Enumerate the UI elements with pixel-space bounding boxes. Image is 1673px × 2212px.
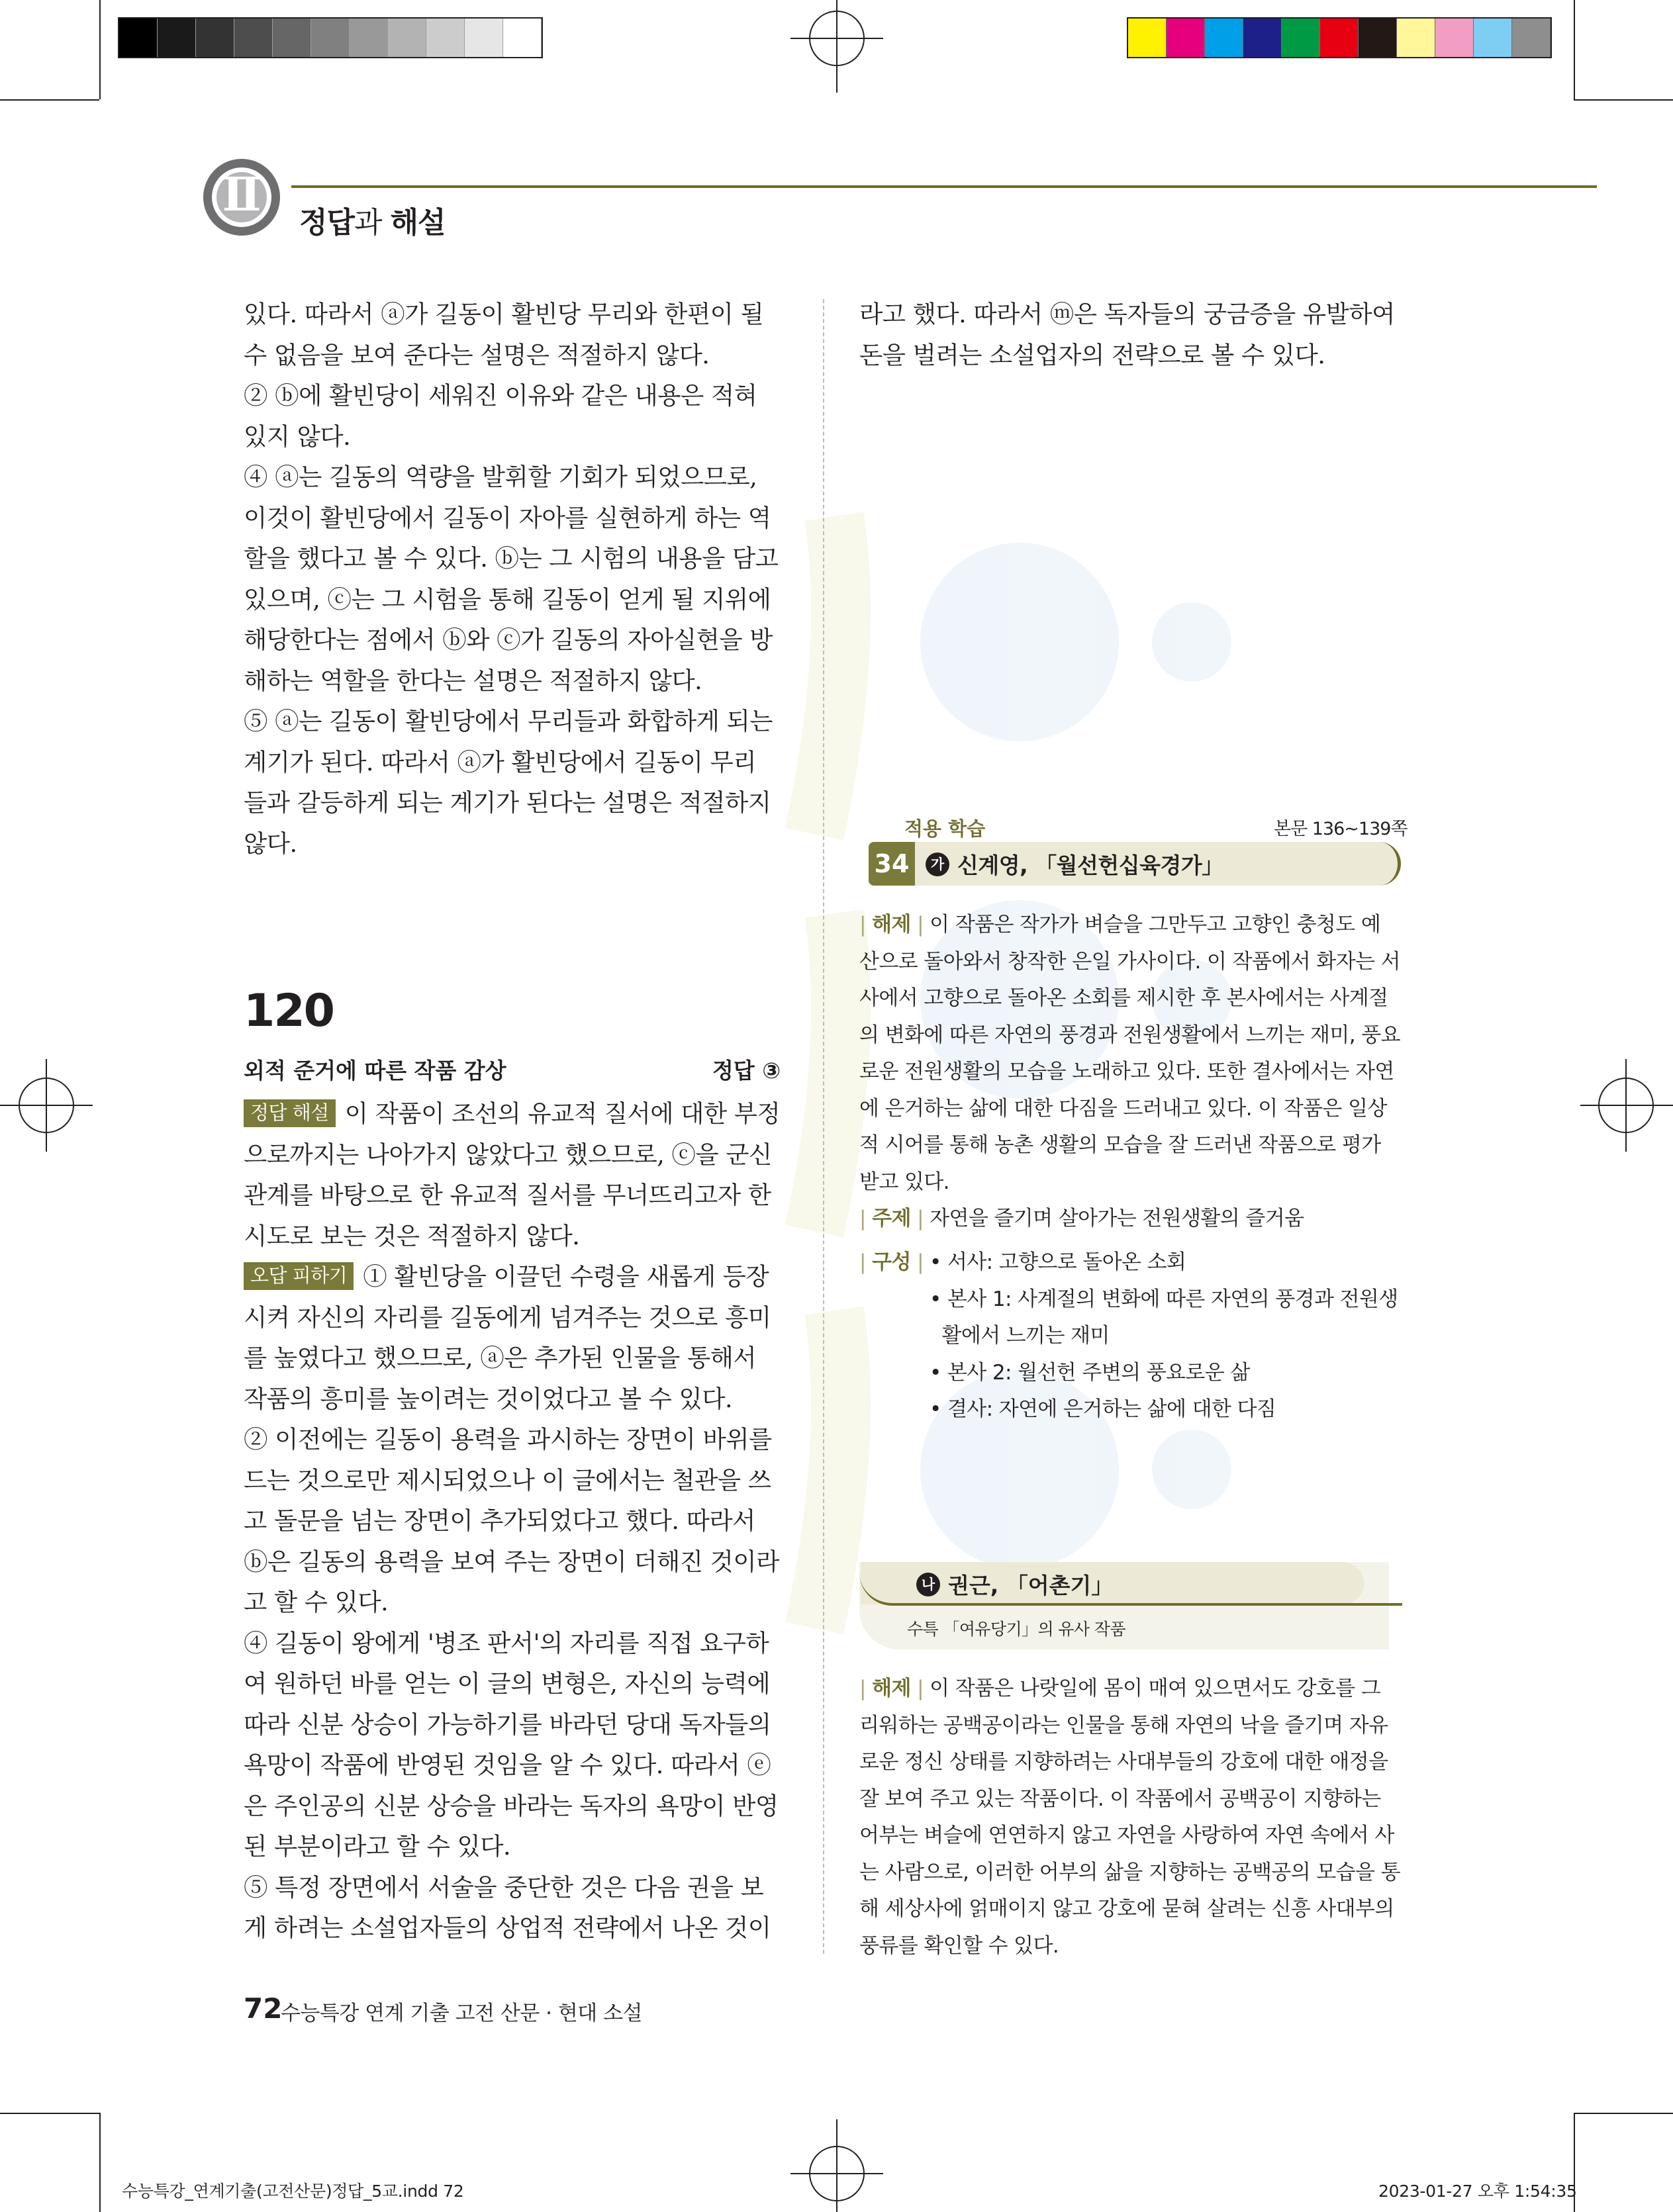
text-line: [859, 1671, 1402, 1708]
section-label-text: 해제: [872, 1677, 911, 1700]
text-line: 이것이 활빈당에서 길동이 자아를 실현하게 하는 역: [244, 503, 771, 532]
page-title: [299, 199, 446, 241]
crop-mark: [1574, 99, 1673, 101]
structure-item: • 결사: 자연에 은거하는 삶에 대한 다짐: [930, 1397, 1276, 1421]
text-line-content: 잘 보여 주고 있는 작품이다. 이 작품에서 공백공이 지향하는: [859, 1786, 1381, 1811]
text-line-content: 에 은거하는 삶에 대한 다짐을 드러내고 있다. 이 작품은 일상: [859, 1096, 1387, 1121]
color-swatch: [1243, 19, 1282, 57]
text-line: 수 없음을 보여 준다는 설명은 적절하지 않다.: [244, 340, 710, 369]
structure-label: | 구성 |: [859, 1250, 924, 1274]
text-line: 따라 신분 상승이 가능하기를 바라던 당대 독자들의: [244, 1710, 771, 1739]
question-number: 120: [244, 985, 334, 1037]
question-answer: 정답 ③: [712, 1058, 781, 1083]
title-part: 과: [354, 206, 391, 240]
text-line: 게 하려는 소설업자들의 상업적 전략에서 나온 것이: [244, 1913, 771, 1942]
right-top-text: [859, 294, 1402, 375]
text-line: ⑤ ⓐ는 길동이 활빈당에서 무리들과 화합하게 되는: [244, 707, 773, 735]
text-line: 여 원하던 바를 얻는 이 글의 변형은, 자신의 능력에: [244, 1669, 771, 1698]
text-line: [859, 1091, 1402, 1128]
crop-mark: [99, 0, 101, 99]
gray-swatch: [388, 19, 426, 57]
registration-line: [1580, 1105, 1673, 1106]
text-line: ② 이전에는 길동이 용력을 과시하는 장면이 바위를: [244, 1425, 772, 1453]
color-swatch: [1397, 19, 1435, 57]
text-line-content: ① 활빈당을 이끌던 수령을 새롭게 등장: [363, 1262, 769, 1291]
text-line-content: 이 작품은 나랏일에 몸이 매여 있으면서도 강호를 그: [930, 1677, 1381, 1700]
question-explanation: [244, 1093, 780, 1949]
work-explanation: [859, 907, 1402, 1201]
color-swatch: [1512, 19, 1551, 57]
text-line: 있지 않다.: [244, 422, 351, 451]
text-line: [859, 1891, 1402, 1928]
applied-study-pages: 본문 136~139쪽: [1274, 819, 1408, 839]
section-label: | 해제 |: [859, 1677, 930, 1700]
text-line-content: 리워하는 공백공이라는 인물을 통해 자연의 낙을 즐기며 자유: [859, 1713, 1388, 1737]
slug-timestamp: 2023-01-27 오후 1:54:35: [1378, 2182, 1577, 2201]
color-swatch: [1167, 19, 1205, 57]
grayscale-bar: [118, 17, 543, 58]
text-line: 를 높였다고 했으므로, ⓐ은 추가된 인물을 통해서: [244, 1344, 757, 1372]
theme-label: 주제: [872, 1207, 911, 1230]
work-ribbon-edge: [1374, 842, 1401, 886]
text-line: 있으며, ⓒ는 그 시험을 통해 길동이 얻게 될 지위에: [244, 584, 771, 614]
text-line: [244, 1093, 780, 1134]
text-line-content: 받고 있다.: [859, 1170, 949, 1194]
text-line: [859, 1818, 1402, 1855]
work-title: 신계영, 「월선헌십육경가」: [957, 853, 1223, 878]
section-label: | 해제 |: [859, 913, 930, 937]
text-line: 고 돌문을 넘는 장면이 추가되었다고 했다. 따라서: [244, 1506, 755, 1535]
registration-line: [836, 2119, 837, 2212]
text-line: [859, 1855, 1402, 1892]
text-line: 해당한다는 점에서 ⓑ와 ⓒ가 길동의 자아실현을 방: [244, 625, 773, 654]
structure-item: • 본사 1: 사계절의 변화에 따른 자연의 풍경과 전원생: [930, 1287, 1398, 1311]
text-line-content: 해 세상사에 얽매이지 않고 강호에 묻혀 살려는 신흥 사대부의: [859, 1897, 1394, 1921]
gray-swatch: [311, 19, 350, 57]
text-line-content: 어부는 벼슬에 연연하지 않고 자연을 사랑하여 자연 속에서 사: [859, 1823, 1394, 1847]
structure-label-text: 구성: [872, 1250, 911, 1274]
text-line: 할을 했다고 볼 수 있다. ⓑ는 그 시험의 내용을 담고: [244, 544, 779, 573]
chapter-numeral: Ⅱ: [222, 167, 262, 222]
header-rule: [291, 185, 1597, 188]
gray-swatch: [158, 19, 196, 57]
text-line: 해하는 역할을 한다는 설명은 적절하지 않다.: [244, 666, 702, 695]
slug-filename: 수능특강_연계기출(고전산문)정답_5교.indd 72: [122, 2182, 464, 2201]
text-line: 관계를 바탕으로 한 유교적 질서를 무너뜨리고자 한: [244, 1181, 771, 1209]
gray-swatch: [273, 19, 311, 57]
text-line-content: 적 시어를 통해 농촌 생활의 모습을 잘 드러낸 작품으로 평가: [859, 1133, 1381, 1157]
work-number-badge: 34: [869, 842, 915, 886]
text-line: ④ 길동이 왕에게 '병조 판서'의 자리를 직접 요구하: [244, 1628, 769, 1657]
color-swatch: [1435, 19, 1474, 57]
text-line: [859, 1708, 1402, 1745]
left-top-text: [244, 294, 780, 864]
color-swatch: [1320, 19, 1359, 57]
section-label-text: 해제: [872, 913, 911, 937]
question-type: 외적 준거에 따른 작품 감상: [244, 1058, 506, 1083]
work2-title: 권근, 「어촌기」: [948, 1573, 1114, 1598]
text-line: 라고 했다. 따라서 ⓜ은 독자들의 궁금증을 유발하여: [859, 300, 1395, 328]
text-line: 계기가 된다. 따라서 ⓐ가 활빈당에서 길동이 무리: [244, 747, 757, 776]
text-line-content: 의 변화에 따른 자연의 풍경과 전원생활에서 느끼는 재미, 풍요: [859, 1023, 1400, 1047]
text-line: 돈을 벌려는 소설업자의 전략으로 볼 수 있다.: [859, 340, 1325, 369]
crop-mark: [1574, 2113, 1673, 2114]
crop-mark: [0, 99, 99, 101]
text-line: [859, 1017, 1402, 1054]
text-line: [859, 1744, 1402, 1781]
work2-letter-badge: 나: [916, 1573, 940, 1596]
crop-mark: [1574, 0, 1575, 99]
text-line-content: 로운 전원생활의 모습을 노래하고 있다. 또한 결사에서는 자연: [859, 1060, 1394, 1083]
work-theme: | 주제 | 자연을 즐기며 살아가는 전원생활의 즐거움: [859, 1207, 1304, 1230]
color-swatch: [1205, 19, 1243, 57]
color-swatch: [1282, 19, 1320, 57]
text-line-content: 는 사람으로, 이러한 어부의 삶을 지향하는 공백공의 모습을 통: [859, 1860, 1400, 1884]
text-line: 않다.: [244, 829, 297, 858]
structure-item: • 본사 2: 월선헌 주변의 풍요로운 삶: [930, 1360, 1250, 1385]
crop-mark: [0, 2113, 99, 2114]
gray-swatch: [503, 19, 542, 57]
column-divider: [823, 299, 824, 1954]
text-line: [859, 1054, 1402, 1091]
gray-swatch: [465, 19, 503, 57]
text-line: [859, 1928, 1402, 1965]
text-line: 들과 갈등하게 되는 계기가 된다는 설명은 적절하지: [244, 788, 771, 817]
chapter-badge: [203, 159, 280, 236]
text-line: 으로까지는 나아가지 않았다고 했으므로, ⓒ을 군신: [244, 1140, 772, 1169]
text-line-content: 이 작품이 조선의 유교적 질서에 대한 부정: [344, 1099, 781, 1128]
registration-line: [836, 0, 837, 93]
text-line-content: 사에서 고향으로 돌아온 소회를 제시한 후 본사에서는 사계절: [859, 986, 1388, 1010]
structure-item: 활에서 느끼는 재미: [930, 1324, 1110, 1348]
color-swatch: [1474, 19, 1512, 57]
gray-swatch: [426, 19, 465, 57]
title-part: 정답: [299, 206, 355, 240]
text-line: ④ ⓐ는 길동의 역량을 발휘할 기회가 되었으므로,: [244, 463, 757, 491]
answer-tag: 정답 해설: [244, 1099, 336, 1127]
page-series: 수능특강 연계 기출 고전 산문 · 현대 소설: [281, 2002, 642, 2025]
structure-list: [930, 1244, 1400, 1428]
gray-swatch: [350, 19, 388, 57]
text-line: [859, 1127, 1402, 1164]
text-line: [859, 907, 1402, 944]
page-number: 72: [244, 1992, 283, 2025]
applied-study-label: 적용 학습: [904, 817, 986, 840]
structure-item: • 서사: 고향으로 돌아온 소회: [930, 1250, 1186, 1274]
text-line: 드는 것으로만 제시되었으나 이 글에서는 철관을 쓰: [244, 1465, 771, 1495]
work2-subtitle: 수특 「여유당기」의 유사 작품: [907, 1620, 1125, 1639]
crop-mark: [99, 2113, 101, 2212]
text-line-content: 풍류를 확인할 수 있다.: [859, 1933, 1059, 1958]
theme-text: 자연을 즐기며 살아가는 전원생활의 즐거움: [930, 1207, 1304, 1230]
text-line-content: 이 작품은 작가가 벼슬을 그만두고 고향인 충청도 예: [930, 913, 1381, 937]
text-line: 고 할 수 있다.: [244, 1588, 389, 1616]
text-line: ② ⓑ에 활빈당이 세워진 이유와 같은 내용은 적혀: [244, 381, 757, 410]
text-line: [859, 944, 1402, 981]
text-line: 시도로 보는 것은 적절하지 않다.: [244, 1221, 580, 1250]
gray-swatch: [234, 19, 273, 57]
text-line: 욕망이 작품에 반영된 것임을 알 수 있다. 따라서 ⓔ: [244, 1751, 771, 1779]
text-line: 있다. 따라서 ⓐ가 길동이 활빈당 무리와 한편이 될: [244, 300, 764, 328]
work2-explanation: [859, 1671, 1402, 1964]
text-line: 시켜 자신의 자리를 길동에게 넘겨주는 것으로 흥미: [244, 1303, 771, 1332]
text-line: [859, 1164, 1402, 1201]
work-letter-badge: 가: [926, 853, 949, 876]
text-line: 은 주인공의 신분 상승을 바라는 독자의 욕망이 반영: [244, 1791, 779, 1820]
text-line: 작품의 흥미를 높이려는 것이었다고 볼 수 있다.: [244, 1384, 733, 1413]
color-bar: [1127, 17, 1552, 58]
text-line: [244, 1256, 780, 1297]
text-line: ⓑ은 길동의 용력을 보여 주는 장면이 더해진 것이라: [244, 1547, 779, 1576]
registration-line: [1625, 1059, 1627, 1152]
text-line: ⑤ 특정 장면에서 서술을 중단한 것은 다음 권을 보: [244, 1872, 764, 1902]
text-line-content: 산으로 돌아와서 창작한 은일 가사이다. 이 작품에서 화자는 서: [859, 949, 1400, 974]
answer-tag: 오답 피하기: [244, 1262, 354, 1290]
color-swatch: [1359, 19, 1397, 57]
registration-line: [46, 1059, 47, 1152]
color-swatch: [1128, 19, 1167, 57]
title-part: 해설: [390, 206, 446, 240]
text-line-content: 로운 정신 상태를 지향하려는 사대부들의 강호에 대한 애정을: [859, 1750, 1388, 1774]
text-line: [859, 980, 1402, 1017]
text-line: [859, 1781, 1402, 1818]
gray-swatch: [119, 19, 158, 57]
text-line: 된 부분이라고 할 수 있다.: [244, 1832, 511, 1861]
gray-swatch: [196, 19, 234, 57]
